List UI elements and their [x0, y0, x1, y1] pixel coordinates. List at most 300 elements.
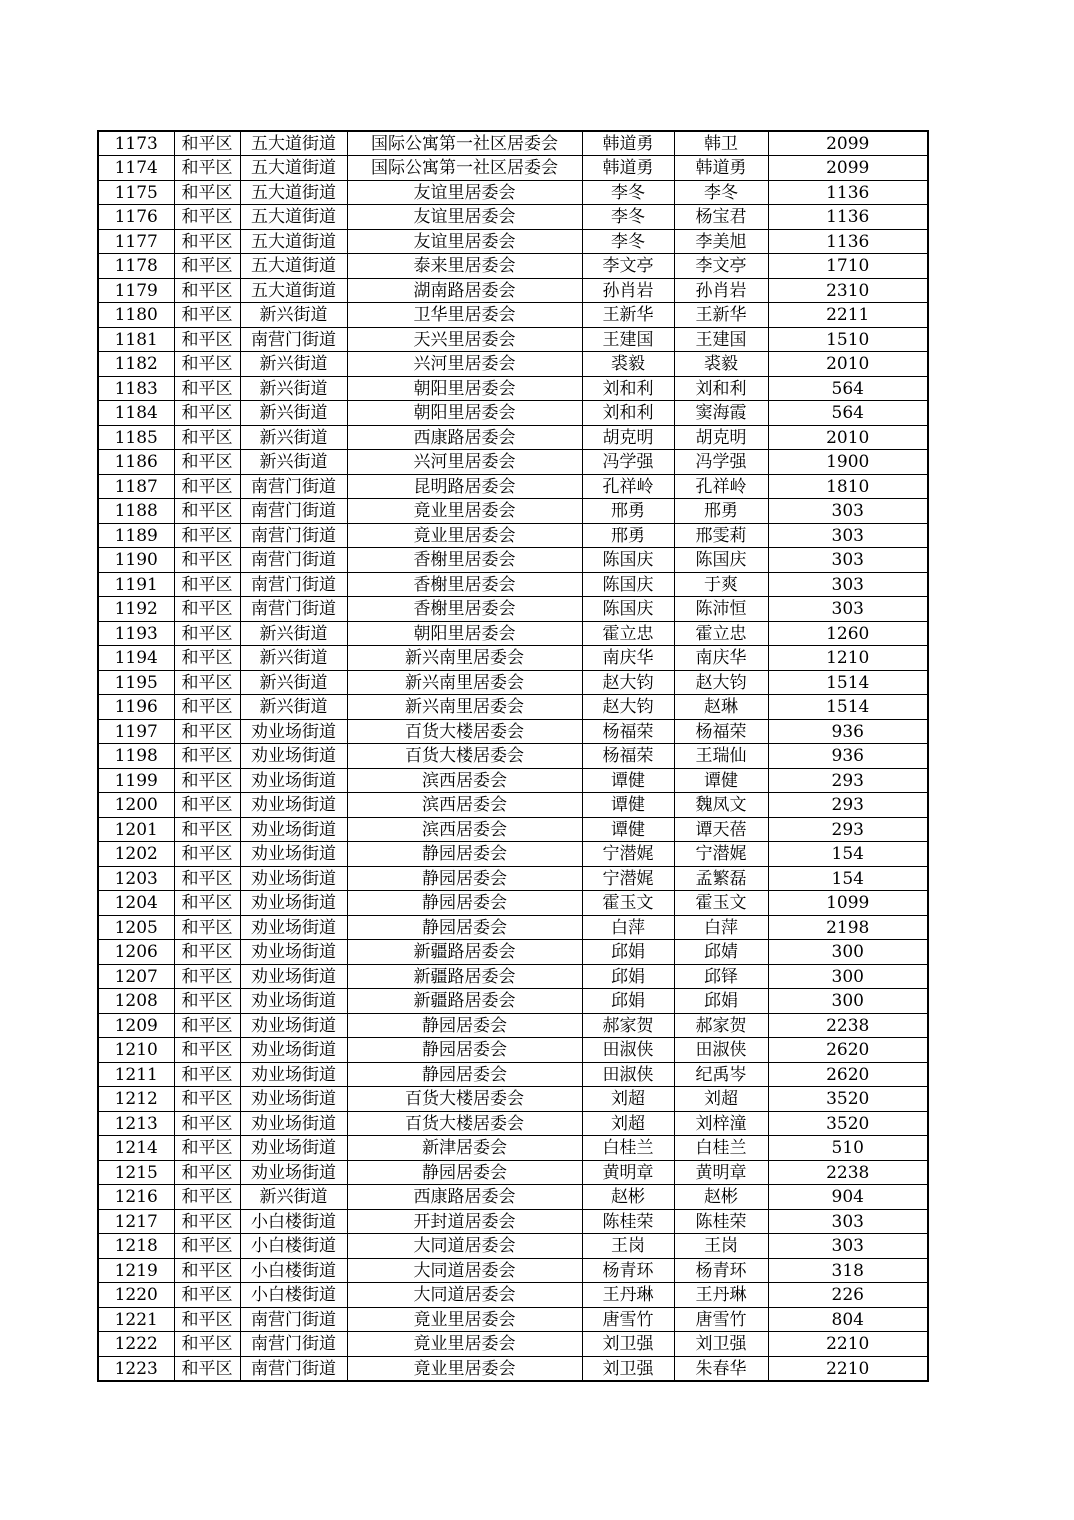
- row-number-cell: 1216: [98, 1185, 174, 1210]
- head-cell: 王建国: [582, 327, 674, 352]
- committee-cell: 香榭里居委会: [347, 548, 582, 573]
- table-row: [98, 1234, 928, 1259]
- district-cell: 和平区: [174, 499, 240, 524]
- district-cell: 和平区: [174, 303, 240, 328]
- committee-cell: 新津居委会: [347, 1136, 582, 1161]
- head-cell: 李冬: [582, 205, 674, 230]
- row-number-cell: 1179: [98, 278, 174, 303]
- row-number-cell: 1196: [98, 695, 174, 720]
- member-cell: 孙肖岩: [674, 278, 768, 303]
- committee-cell: 百货大楼居委会: [347, 1087, 582, 1112]
- street-cell: 小白楼街道: [240, 1234, 347, 1259]
- table-row: [98, 744, 928, 769]
- table-row: [98, 915, 928, 940]
- street-cell: 南营门街道: [240, 1307, 347, 1332]
- committee-cell: 新兴南里居委会: [347, 670, 582, 695]
- member-cell: 胡克明: [674, 425, 768, 450]
- amount-cell: 154: [768, 866, 928, 891]
- table-row: [98, 572, 928, 597]
- table-row: [98, 1087, 928, 1112]
- table-row: [98, 1062, 928, 1087]
- committee-cell: 西康路居委会: [347, 425, 582, 450]
- district-cell: 和平区: [174, 523, 240, 548]
- head-cell: 宁潜娓: [582, 866, 674, 891]
- table-row: [98, 891, 928, 916]
- district-cell: 和平区: [174, 866, 240, 891]
- amount-cell: 564: [768, 401, 928, 426]
- table-row: [98, 964, 928, 989]
- amount-cell: 1900: [768, 450, 928, 475]
- street-cell: 新兴街道: [240, 646, 347, 671]
- street-cell: 南营门街道: [240, 327, 347, 352]
- amount-cell: 2210: [768, 1356, 928, 1381]
- committee-cell: 静园居委会: [347, 1160, 582, 1185]
- committee-cell: 新疆路居委会: [347, 940, 582, 965]
- district-cell: 和平区: [174, 1062, 240, 1087]
- head-cell: 杨福荣: [582, 719, 674, 744]
- table-row: [98, 1356, 928, 1381]
- committee-cell: 百货大楼居委会: [347, 719, 582, 744]
- row-number-cell: 1202: [98, 842, 174, 867]
- member-cell: 王岗: [674, 1234, 768, 1259]
- row-number-cell: 1186: [98, 450, 174, 475]
- district-cell: 和平区: [174, 1258, 240, 1283]
- committee-cell: 兴河里居委会: [347, 450, 582, 475]
- amount-cell: 1514: [768, 670, 928, 695]
- amount-cell: 300: [768, 964, 928, 989]
- member-cell: 霍玉文: [674, 891, 768, 916]
- row-number-cell: 1187: [98, 474, 174, 499]
- member-cell: 霍立忠: [674, 621, 768, 646]
- head-cell: 郝家贺: [582, 1013, 674, 1038]
- member-cell: 邱婧: [674, 940, 768, 965]
- member-cell: 刘和利: [674, 376, 768, 401]
- member-cell: 邢雯莉: [674, 523, 768, 548]
- street-cell: 新兴街道: [240, 425, 347, 450]
- member-cell: 于爽: [674, 572, 768, 597]
- district-cell: 和平区: [174, 768, 240, 793]
- amount-cell: 1514: [768, 695, 928, 720]
- member-cell: 赵大钧: [674, 670, 768, 695]
- member-cell: 邢勇: [674, 499, 768, 524]
- table-row: [98, 1332, 928, 1357]
- amount-cell: 2010: [768, 352, 928, 377]
- row-number-cell: 1180: [98, 303, 174, 328]
- table-row: [98, 229, 928, 254]
- member-cell: 陈国庆: [674, 548, 768, 573]
- amount-cell: 303: [768, 597, 928, 622]
- amount-cell: 303: [768, 499, 928, 524]
- committee-cell: 天兴里居委会: [347, 327, 582, 352]
- committee-cell: 新兴南里居委会: [347, 695, 582, 720]
- amount-cell: 2620: [768, 1062, 928, 1087]
- committee-cell: 香榭里居委会: [347, 597, 582, 622]
- table-row: [98, 940, 928, 965]
- head-cell: 刘和利: [582, 376, 674, 401]
- street-cell: 南营门街道: [240, 548, 347, 573]
- street-cell: 劝业场街道: [240, 842, 347, 867]
- row-number-cell: 1222: [98, 1332, 174, 1357]
- district-cell: 和平区: [174, 817, 240, 842]
- row-number-cell: 1191: [98, 572, 174, 597]
- head-cell: 韩道勇: [582, 156, 674, 181]
- row-number-cell: 1210: [98, 1038, 174, 1063]
- head-cell: 霍立忠: [582, 621, 674, 646]
- committee-cell: 滨西居委会: [347, 793, 582, 818]
- district-cell: 和平区: [174, 1283, 240, 1308]
- district-cell: 和平区: [174, 891, 240, 916]
- committee-cell: 兴河里居委会: [347, 352, 582, 377]
- row-number-cell: 1181: [98, 327, 174, 352]
- committee-cell: 静园居委会: [347, 915, 582, 940]
- head-cell: 赵大钧: [582, 695, 674, 720]
- street-cell: 劝业场街道: [240, 1111, 347, 1136]
- committee-cell: 朝阳里居委会: [347, 621, 582, 646]
- committee-cell: 昆明路居委会: [347, 474, 582, 499]
- row-number-cell: 1177: [98, 229, 174, 254]
- committee-cell: 滨西居委会: [347, 817, 582, 842]
- row-number-cell: 1204: [98, 891, 174, 916]
- table-row: [98, 719, 928, 744]
- street-cell: 劝业场街道: [240, 793, 347, 818]
- street-cell: 南营门街道: [240, 597, 347, 622]
- row-number-cell: 1182: [98, 352, 174, 377]
- head-cell: 杨青环: [582, 1258, 674, 1283]
- street-cell: 劝业场街道: [240, 989, 347, 1014]
- amount-cell: 303: [768, 572, 928, 597]
- committee-cell: 大同道居委会: [347, 1234, 582, 1259]
- committee-cell: 大同道居委会: [347, 1283, 582, 1308]
- member-cell: 陈桂荣: [674, 1209, 768, 1234]
- amount-cell: 2198: [768, 915, 928, 940]
- amount-cell: 510: [768, 1136, 928, 1161]
- head-cell: 王岗: [582, 1234, 674, 1259]
- amount-cell: 293: [768, 817, 928, 842]
- table-row: [98, 1209, 928, 1234]
- row-number-cell: 1209: [98, 1013, 174, 1038]
- table-row: [98, 352, 928, 377]
- member-cell: 纪禹岑: [674, 1062, 768, 1087]
- amount-cell: 936: [768, 744, 928, 769]
- member-cell: 刘卫强: [674, 1332, 768, 1357]
- row-number-cell: 1215: [98, 1160, 174, 1185]
- member-cell: 杨青环: [674, 1258, 768, 1283]
- table-row: [98, 1283, 928, 1308]
- street-cell: 南营门街道: [240, 523, 347, 548]
- table-row: [98, 793, 928, 818]
- street-cell: 南营门街道: [240, 499, 347, 524]
- table-row: [98, 205, 928, 230]
- row-number-cell: 1174: [98, 156, 174, 181]
- district-cell: 和平区: [174, 254, 240, 279]
- district-cell: 和平区: [174, 1234, 240, 1259]
- district-cell: 和平区: [174, 744, 240, 769]
- row-number-cell: 1205: [98, 915, 174, 940]
- street-cell: 南营门街道: [240, 474, 347, 499]
- district-cell: 和平区: [174, 915, 240, 940]
- head-cell: 刘和利: [582, 401, 674, 426]
- committee-cell: 静园居委会: [347, 866, 582, 891]
- street-cell: 劝业场街道: [240, 891, 347, 916]
- member-cell: 唐雪竹: [674, 1307, 768, 1332]
- head-cell: 陈国庆: [582, 572, 674, 597]
- district-cell: 和平区: [174, 646, 240, 671]
- table-row: [98, 548, 928, 573]
- committee-cell: 静园居委会: [347, 1038, 582, 1063]
- table-row: [98, 254, 928, 279]
- head-cell: 黄明章: [582, 1160, 674, 1185]
- district-cell: 和平区: [174, 695, 240, 720]
- row-number-cell: 1189: [98, 523, 174, 548]
- district-cell: 和平区: [174, 1209, 240, 1234]
- table-row: [98, 1111, 928, 1136]
- district-cell: 和平区: [174, 131, 240, 156]
- row-number-cell: 1190: [98, 548, 174, 573]
- committee-cell: 大同道居委会: [347, 1258, 582, 1283]
- table-row: [98, 523, 928, 548]
- amount-cell: 1810: [768, 474, 928, 499]
- committee-cell: 开封道居委会: [347, 1209, 582, 1234]
- street-cell: 劝业场街道: [240, 1160, 347, 1185]
- table-row: [98, 597, 928, 622]
- district-cell: 和平区: [174, 1307, 240, 1332]
- amount-cell: 2211: [768, 303, 928, 328]
- street-cell: 劝业场街道: [240, 1038, 347, 1063]
- committee-cell: 友谊里居委会: [347, 180, 582, 205]
- district-cell: 和平区: [174, 940, 240, 965]
- amount-cell: 804: [768, 1307, 928, 1332]
- table-row: [98, 425, 928, 450]
- head-cell: 田淑侠: [582, 1062, 674, 1087]
- data-table: [97, 130, 929, 1382]
- amount-cell: 303: [768, 548, 928, 573]
- amount-cell: 1136: [768, 180, 928, 205]
- amount-cell: 303: [768, 523, 928, 548]
- row-number-cell: 1221: [98, 1307, 174, 1332]
- table-row: [98, 131, 928, 156]
- row-number-cell: 1219: [98, 1258, 174, 1283]
- street-cell: 新兴街道: [240, 621, 347, 646]
- head-cell: 刘卫强: [582, 1356, 674, 1381]
- member-cell: 白桂兰: [674, 1136, 768, 1161]
- amount-cell: 3520: [768, 1087, 928, 1112]
- head-cell: 谭健: [582, 817, 674, 842]
- row-number-cell: 1193: [98, 621, 174, 646]
- member-cell: 李美旭: [674, 229, 768, 254]
- street-cell: 新兴街道: [240, 450, 347, 475]
- district-cell: 和平区: [174, 1356, 240, 1381]
- amount-cell: 318: [768, 1258, 928, 1283]
- street-cell: 劝业场街道: [240, 1136, 347, 1161]
- committee-cell: 湖南路居委会: [347, 278, 582, 303]
- head-cell: 田淑侠: [582, 1038, 674, 1063]
- head-cell: 王新华: [582, 303, 674, 328]
- street-cell: 劝业场街道: [240, 744, 347, 769]
- committee-cell: 百货大楼居委会: [347, 744, 582, 769]
- head-cell: 邱娟: [582, 964, 674, 989]
- table-row: [98, 842, 928, 867]
- row-number-cell: 1211: [98, 1062, 174, 1087]
- amount-cell: 2210: [768, 1332, 928, 1357]
- amount-cell: 936: [768, 719, 928, 744]
- amount-cell: 1099: [768, 891, 928, 916]
- row-number-cell: 1173: [98, 131, 174, 156]
- member-cell: 孔祥岭: [674, 474, 768, 499]
- street-cell: 劝业场街道: [240, 768, 347, 793]
- district-cell: 和平区: [174, 1185, 240, 1210]
- street-cell: 劝业场街道: [240, 1087, 347, 1112]
- row-number-cell: 1199: [98, 768, 174, 793]
- street-cell: 劝业场街道: [240, 719, 347, 744]
- table-row: [98, 1038, 928, 1063]
- street-cell: 劝业场街道: [240, 1062, 347, 1087]
- row-number-cell: 1201: [98, 817, 174, 842]
- head-cell: 杨福荣: [582, 744, 674, 769]
- amount-cell: 3520: [768, 1111, 928, 1136]
- street-cell: 五大道街道: [240, 131, 347, 156]
- amount-cell: 1136: [768, 229, 928, 254]
- street-cell: 新兴街道: [240, 303, 347, 328]
- amount-cell: 303: [768, 1234, 928, 1259]
- district-cell: 和平区: [174, 1087, 240, 1112]
- member-cell: 刘超: [674, 1087, 768, 1112]
- row-number-cell: 1192: [98, 597, 174, 622]
- amount-cell: 1710: [768, 254, 928, 279]
- street-cell: 南营门街道: [240, 1332, 347, 1357]
- committee-cell: 泰来里居委会: [347, 254, 582, 279]
- member-cell: 郝家贺: [674, 1013, 768, 1038]
- head-cell: 陈桂荣: [582, 1209, 674, 1234]
- head-cell: 赵彬: [582, 1185, 674, 1210]
- committee-cell: 朝阳里居委会: [347, 401, 582, 426]
- table-row: [98, 646, 928, 671]
- street-cell: 南营门街道: [240, 572, 347, 597]
- table-row: [98, 499, 928, 524]
- district-cell: 和平区: [174, 597, 240, 622]
- district-cell: 和平区: [174, 327, 240, 352]
- committee-cell: 西康路居委会: [347, 1185, 582, 1210]
- row-number-cell: 1178: [98, 254, 174, 279]
- member-cell: 韩卫: [674, 131, 768, 156]
- committee-cell: 新疆路居委会: [347, 964, 582, 989]
- table-row: [98, 1307, 928, 1332]
- row-number-cell: 1220: [98, 1283, 174, 1308]
- committee-cell: 新疆路居委会: [347, 989, 582, 1014]
- amount-cell: 2099: [768, 131, 928, 156]
- district-cell: 和平区: [174, 450, 240, 475]
- member-cell: 邱娟: [674, 989, 768, 1014]
- district-cell: 和平区: [174, 1013, 240, 1038]
- row-number-cell: 1206: [98, 940, 174, 965]
- row-number-cell: 1212: [98, 1087, 174, 1112]
- table-row: [98, 1160, 928, 1185]
- table-row: [98, 695, 928, 720]
- table-row: [98, 1258, 928, 1283]
- row-number-cell: 1194: [98, 646, 174, 671]
- district-cell: 和平区: [174, 205, 240, 230]
- head-cell: 刘超: [582, 1111, 674, 1136]
- head-cell: 白桂兰: [582, 1136, 674, 1161]
- table-row: [98, 327, 928, 352]
- amount-cell: 1260: [768, 621, 928, 646]
- street-cell: 新兴街道: [240, 695, 347, 720]
- member-cell: 赵琳: [674, 695, 768, 720]
- amount-cell: 1136: [768, 205, 928, 230]
- street-cell: 五大道街道: [240, 156, 347, 181]
- street-cell: 劝业场街道: [240, 1013, 347, 1038]
- district-cell: 和平区: [174, 474, 240, 499]
- member-cell: 杨福荣: [674, 719, 768, 744]
- district-cell: 和平区: [174, 401, 240, 426]
- street-cell: 劝业场街道: [240, 817, 347, 842]
- row-number-cell: 1203: [98, 866, 174, 891]
- street-cell: 五大道街道: [240, 180, 347, 205]
- committee-cell: 国际公寓第一社区居委会: [347, 131, 582, 156]
- street-cell: 五大道街道: [240, 254, 347, 279]
- amount-cell: 2099: [768, 156, 928, 181]
- district-cell: 和平区: [174, 1160, 240, 1185]
- member-cell: 谭健: [674, 768, 768, 793]
- row-number-cell: 1213: [98, 1111, 174, 1136]
- amount-cell: 300: [768, 989, 928, 1014]
- head-cell: 谭健: [582, 768, 674, 793]
- district-cell: 和平区: [174, 352, 240, 377]
- head-cell: 刘卫强: [582, 1332, 674, 1357]
- street-cell: 南营门街道: [240, 1356, 347, 1381]
- member-cell: 谭天蓓: [674, 817, 768, 842]
- member-cell: 宁潜娓: [674, 842, 768, 867]
- district-cell: 和平区: [174, 548, 240, 573]
- table-row: [98, 376, 928, 401]
- district-cell: 和平区: [174, 572, 240, 597]
- member-cell: 邱铎: [674, 964, 768, 989]
- district-cell: 和平区: [174, 229, 240, 254]
- committee-cell: 静园居委会: [347, 842, 582, 867]
- table-row: [98, 278, 928, 303]
- street-cell: 新兴街道: [240, 1185, 347, 1210]
- head-cell: 裘毅: [582, 352, 674, 377]
- street-cell: 劝业场街道: [240, 940, 347, 965]
- row-number-cell: 1207: [98, 964, 174, 989]
- committee-cell: 竟业里居委会: [347, 1307, 582, 1332]
- street-cell: 五大道街道: [240, 205, 347, 230]
- member-cell: 王丹琳: [674, 1283, 768, 1308]
- table-row: [98, 866, 928, 891]
- street-cell: 劝业场街道: [240, 866, 347, 891]
- street-cell: 小白楼街道: [240, 1258, 347, 1283]
- committee-cell: 静园居委会: [347, 1013, 582, 1038]
- table-row: [98, 401, 928, 426]
- member-cell: 李文亭: [674, 254, 768, 279]
- row-number-cell: 1175: [98, 180, 174, 205]
- street-cell: 小白楼街道: [240, 1283, 347, 1308]
- committee-cell: 滨西居委会: [347, 768, 582, 793]
- row-number-cell: 1188: [98, 499, 174, 524]
- district-cell: 和平区: [174, 1111, 240, 1136]
- head-cell: 陈国庆: [582, 548, 674, 573]
- row-number-cell: 1218: [98, 1234, 174, 1259]
- committee-cell: 新兴南里居委会: [347, 646, 582, 671]
- member-cell: 杨宝君: [674, 205, 768, 230]
- row-number-cell: 1195: [98, 670, 174, 695]
- head-cell: 孔祥岭: [582, 474, 674, 499]
- head-cell: 李冬: [582, 180, 674, 205]
- head-cell: 邱娟: [582, 940, 674, 965]
- member-cell: 李冬: [674, 180, 768, 205]
- street-cell: 五大道街道: [240, 278, 347, 303]
- head-cell: 胡克明: [582, 425, 674, 450]
- committee-cell: 竟业里居委会: [347, 499, 582, 524]
